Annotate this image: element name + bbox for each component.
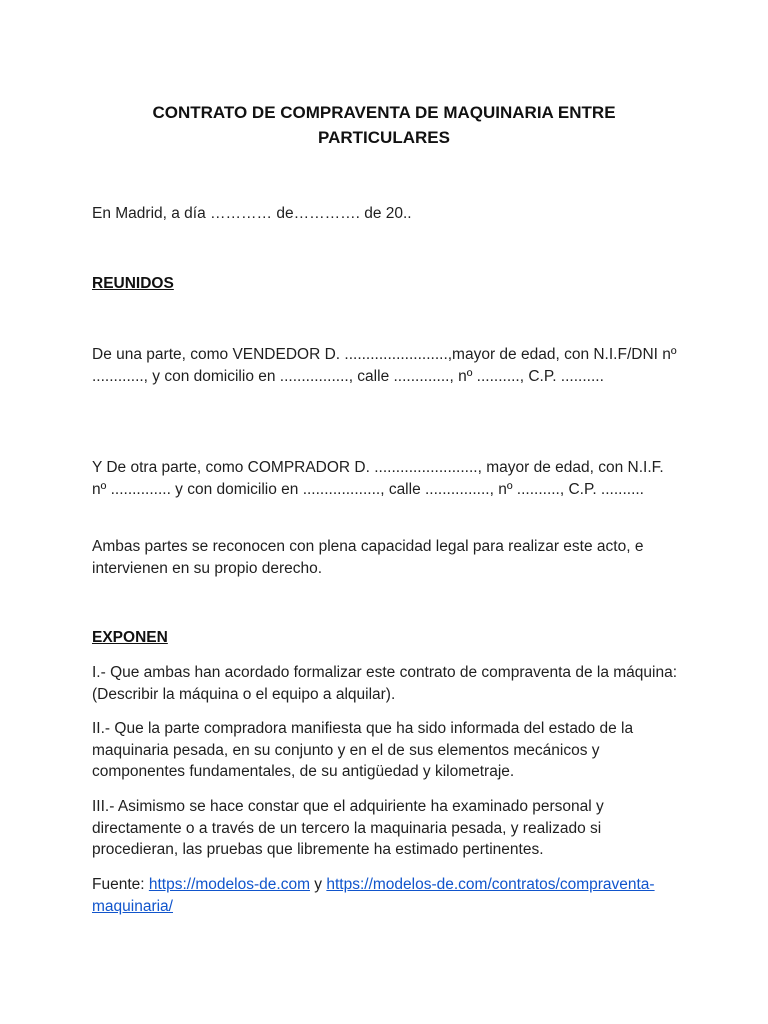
source-prefix: Fuente: [92, 876, 149, 893]
exponen-item-3: III.- Asimismo se hace constar que el adquiriente ha examinado personal y directamente o a través de un tercero la maquinaria pesada, y realizado si procedieran, las pruebas que libremente ha estimado pertinentes. [92, 798, 604, 858]
source-line [92, 874, 682, 917]
source-conjunction: y [309, 876, 327, 893]
exponen-item-1: I.- Que ambas han acordado formalizar este contrato de compraventa de la máquina: (Describir la máquina o el equipo a alquilar). [92, 664, 678, 703]
comprador-paragraph: Y De otra parte, como COMPRADOR D. ........................, mayor de edad, con N.I.F. nº .............. y con domicilio en .................., calle ..............., nº .........., C.P. .......... [92, 459, 664, 498]
capacidad-paragraph: Ambas partes se reconocen con plena capacidad legal para realizar este acto, e intervienen en su propio derecho. [92, 538, 644, 577]
exponen-heading: EXPONEN [92, 629, 168, 646]
reunidos-heading: REUNIDOS [92, 275, 174, 292]
date-line: En Madrid, a día ………… de…………. de 20.. [92, 205, 412, 222]
exponen-item-2: II.- Que la parte compradora manifiesta que ha sido informada del estado de la maquinaria pesada, en su conjunto y en el de sus elementos mecánicos y componentes fundamentales, de su antigüedad y kilometraje. [92, 720, 634, 780]
source-link-contract[interactable]: https://modelos-de.com/contratos/compraventa-maquinaria/ [92, 876, 655, 915]
source-link-home[interactable]: https://modelos-de.com [148, 876, 310, 893]
document-title: CONTRATO DE COMPRAVENTA DE MAQUINARIA ENTRE PARTICULARES [152, 103, 616, 147]
vendedor-paragraph: De una parte, como VENDEDOR D. ........................,mayor de edad, con N.I.F/DNI nº ............, y con domicilio en ................, calle ............., nº .........., C.P. .......... [92, 346, 677, 385]
